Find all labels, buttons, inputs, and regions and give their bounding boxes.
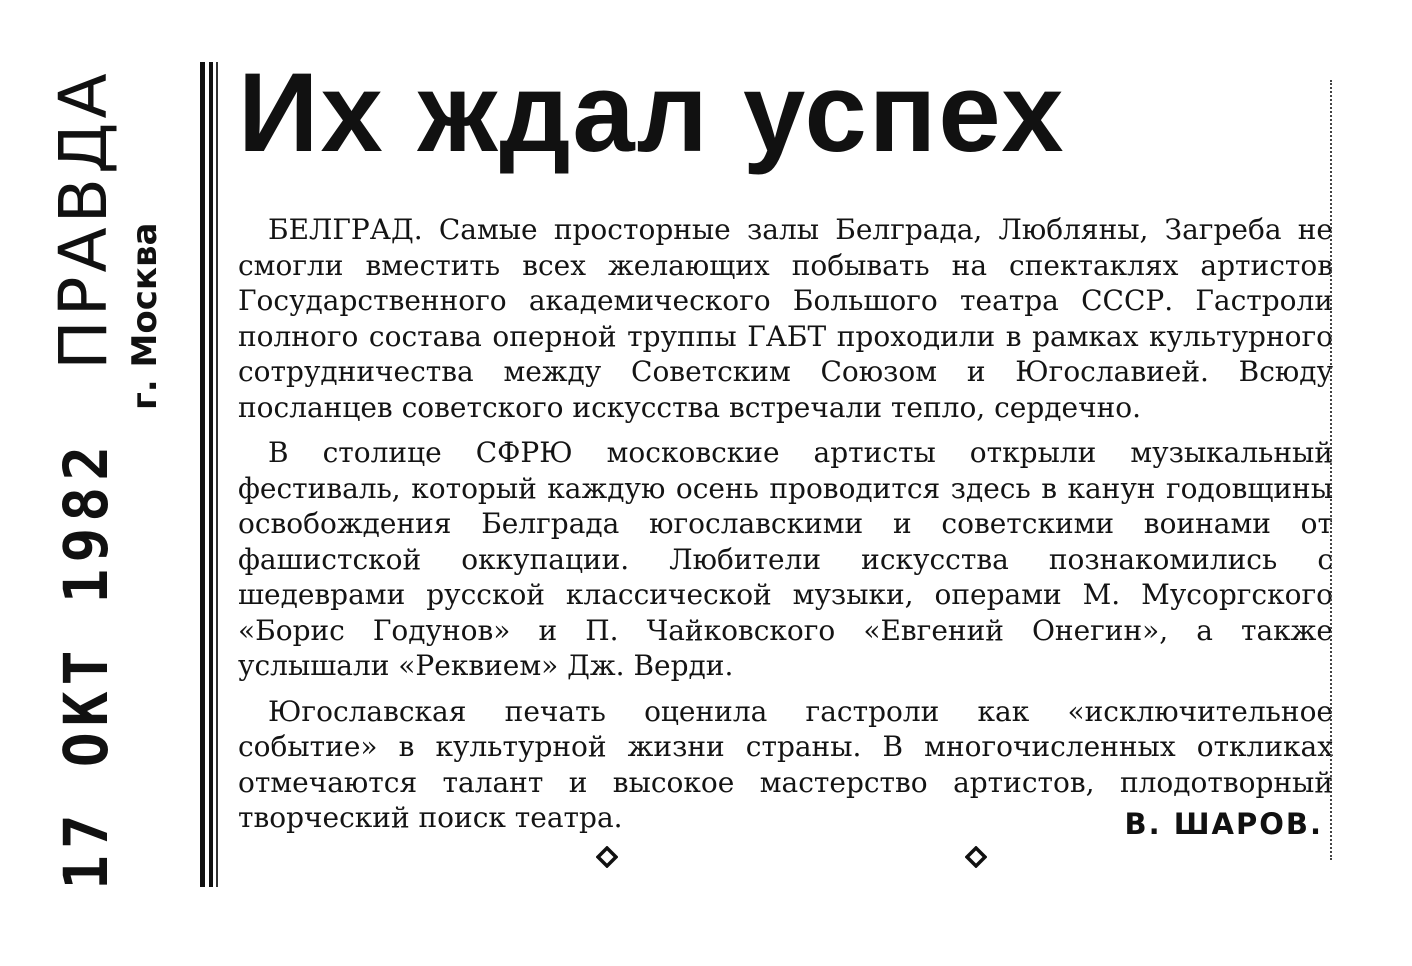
- stamp-date: 17 ОКТ 1982: [50, 439, 122, 890]
- author-signature: В. ШАРОВ.: [1124, 807, 1323, 841]
- article-body: [238, 212, 1333, 836]
- stamp-city: г. Москва: [125, 222, 165, 410]
- diamond-ornament-icon: [965, 846, 987, 868]
- archive-stamp: [0, 0, 190, 966]
- paragraph: Югославская печать оценила гастроли как «исключительное событие» в культурной жизни страны. В многочисленных откликах отмечаются талант и высокое мастерство артистов, плодотворный творческий поиск театра.: [238, 694, 1333, 834]
- stamp-newspaper: ПРАВДА: [45, 69, 122, 370]
- column-rule: [200, 62, 222, 887]
- diamond-ornament-icon: [596, 846, 618, 868]
- paragraph: БЕЛГРАД. Самые просторные залы Белграда, Любляны, Загреба не смогли вместить всех желающих побывать на спектаклях артистов Государственного академического Большого театра СССР. Гастроли полного состава оперной труппы ГАБТ проходили в рамках культурного сотрудничества между Советским Союзом и Югославией. Всюду посланцев советского искусства встречали тепло, сердечно.: [238, 213, 1333, 424]
- article: [238, 50, 1333, 846]
- headline: Их ждал успех: [238, 50, 1066, 175]
- clipping-edge: [1330, 80, 1338, 860]
- ornament-row: [238, 846, 1333, 876]
- paragraph: В столице СФРЮ московские артисты открыли музыкальный фестиваль, который каждую осень проводится здесь в канун годовщины освобождения Белграда югославскими и советскими воинами от фашистской оккупации. Любители искусства познакомились с шедеврами русской классической музыки, операми М. Мусоргского «Борис Годунов» и П. Чайковского «Евгений Онегин», а также услышали «Реквием» Дж. Верди.: [238, 436, 1333, 682]
